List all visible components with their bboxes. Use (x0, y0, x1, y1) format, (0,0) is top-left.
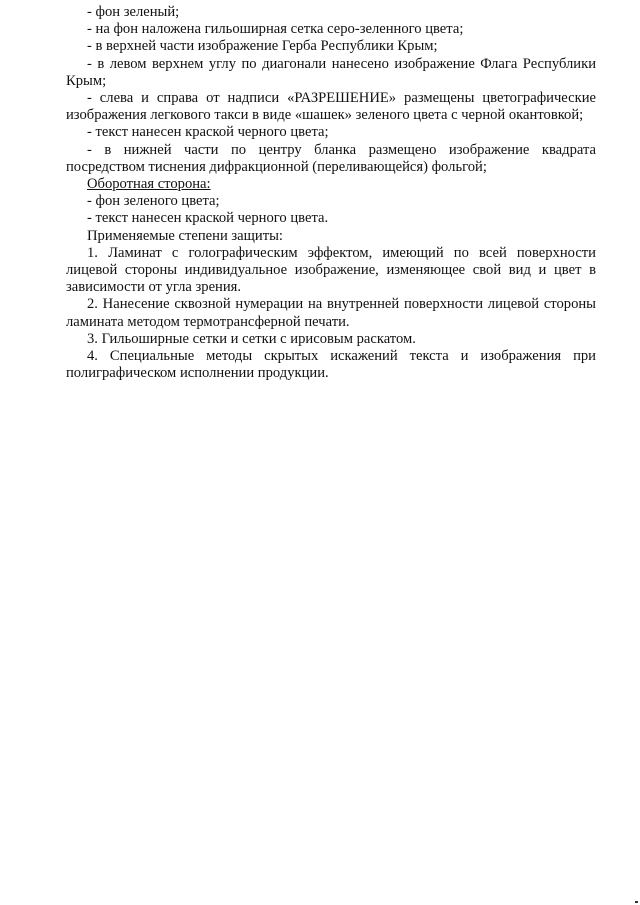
front-item-foil-square: - в нижней части по центру бланка размещено изображение квадрата посредством тиснения дифракционной (переливающейся) фольгой; (66, 141, 596, 175)
front-item-coat-of-arms: - в верхней части изображение Герба Республики Крым; (87, 38, 438, 55)
protection-item-2: 2. Нанесение сквозной нумерации на внутренней поверхности лицевой стороны ламината методом термотрансферной печати. (66, 296, 596, 330)
protection-item-1: 1. Ламинат с голографическим эффектом, имеющий по всей поверхности лицевой стороны индивидуальное изображение, изменяющее свой вид и цвет в зависимости от угла зрения. (66, 244, 596, 296)
front-item-taxi-checkers: - слева и справа от надписи «РАЗРЕШЕНИЕ» размещены цветографические изображения легкового такси в виде «шашек» зеленого цвета с черной окантовкой; (66, 90, 596, 124)
document-page (66, 4, 596, 382)
reverse-side-heading-text: Оборотная сторона: (87, 176, 211, 193)
reverse-side-heading (66, 176, 596, 193)
protection-heading: Применяемые степени защиты: (87, 227, 283, 244)
reverse-item-bg: - фон зеленого цвета; (87, 193, 220, 210)
protection-item-4: 4. Специальные методы скрытых искажений текста и изображения при полиграфическом исполнении продукции. (66, 348, 596, 382)
front-item-text-color: - текст нанесен краской черного цвета; (87, 124, 329, 141)
front-item-flag: - в левом верхнем углу по диагонали нанесено изображение Флага Республики Крым; (66, 55, 596, 89)
reverse-item-text-color: - текст нанесен краской черного цвета. (87, 210, 329, 227)
front-item-guilloche: - на фон наложена гильоширная сетка серо-зеленного цвета; (87, 21, 464, 38)
protection-item-3: 3. Гильоширные сетки и сетки с ирисовым раскатом. (87, 330, 416, 347)
scan-edge-mark (635, 901, 638, 903)
front-item-bg: - фон зеленый; (87, 4, 180, 20)
